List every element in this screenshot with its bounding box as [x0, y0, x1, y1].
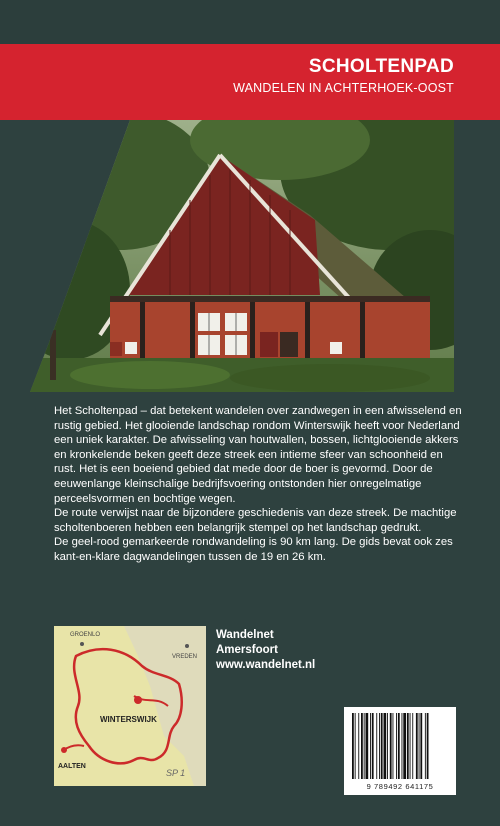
barcode-bar: [393, 713, 394, 779]
barcode-bar: [381, 713, 383, 779]
barcode-bar: [364, 713, 365, 779]
barcode-bar: [390, 713, 392, 779]
barcode-bar: [419, 713, 420, 779]
groenlo-label: GROENLO: [70, 632, 101, 638]
barcode-bar: [355, 713, 356, 779]
map-code-label: SP 1: [166, 768, 186, 778]
winterswijk-label: WINTERSWIJK: [100, 715, 157, 724]
aalten-marker: [61, 747, 67, 753]
description-paragraph: De geel-rood gemarkeerde rondwandeling is 90 km lang. De gids bevat ook zes kant-en-klare dagwandelingen tussen de 19 en 26 km.: [54, 536, 453, 563]
publisher-info: [216, 628, 315, 673]
barcode-bar: [402, 713, 403, 779]
barcode-bar: [427, 713, 429, 779]
book-title: SCHOLTENPAD: [308, 56, 454, 77]
top-strip: [0, 0, 500, 44]
barcode-bar: [366, 713, 369, 779]
publisher-name: Wandelnet: [216, 629, 274, 641]
isbn-number: 9 789492 641175: [366, 782, 434, 791]
vreden-label: VREDEN: [172, 654, 198, 660]
barcode-bars: [344, 711, 456, 783]
barcode-bar: [361, 713, 363, 779]
barcode-bar: [398, 713, 400, 779]
barcode-bar: [407, 713, 409, 779]
barcode-bar: [358, 713, 359, 779]
barcode-bar: [403, 713, 406, 779]
barcode-bar: [379, 713, 380, 779]
description-paragraph: Het Scholtenpad – dat betekent wandelen over zandwegen in een afwisselend en rustig gebied. Het glooiende landschap rondom Winterswijk heeft voor Nederland een uniek karakter. De afwisseling van houtwallen, bossen, lichtglooiende akkers en kronkelende beken geeft deze streek een intieme sfeer van schoonheid en rust. Het is een boeiend gebied dat mede door de boer is gevormd. Door de eeuwenlange kleinschalige bedrijfsvoering ontstonden hier onregelmatige perceelsvormen en bochtige wegen.: [54, 405, 462, 505]
barcode-bar: [372, 713, 374, 779]
barcode-bar: [396, 713, 397, 779]
farmhouse-photo: [30, 120, 454, 392]
description: [54, 404, 464, 565]
publisher-website: www.wandelnet.nl: [216, 659, 316, 671]
route-map: [54, 626, 206, 786]
barcode-bar: [387, 713, 388, 779]
book-subtitle: WANDELEN IN ACHTERHOEK-OOST: [233, 81, 454, 95]
barcode-bar: [376, 713, 377, 779]
isbn-barcode: [344, 707, 456, 795]
groenlo-marker: [80, 642, 84, 646]
barcode-bar: [425, 713, 426, 779]
barcode-bar: [420, 713, 422, 779]
description-paragraph: De route verwijst naar de bijzondere geschiedenis van deze streek. De machtige scholtenboeren hebben een belangrijk stempel op het landschap gedrukt.: [54, 507, 457, 534]
vreden-marker: [185, 644, 189, 648]
barcode-bar: [384, 713, 387, 779]
title-block: [233, 56, 454, 95]
barcode-bar: [370, 713, 371, 779]
barcode-bar: [352, 713, 354, 779]
barcode-bar: [410, 713, 411, 779]
barcode-bar: [416, 713, 418, 779]
winterswijk-marker: [134, 696, 142, 704]
barcode-bar: [412, 713, 413, 779]
publisher-city: Amersfoort: [216, 644, 278, 656]
aalten-label: AALTEN: [58, 763, 86, 770]
